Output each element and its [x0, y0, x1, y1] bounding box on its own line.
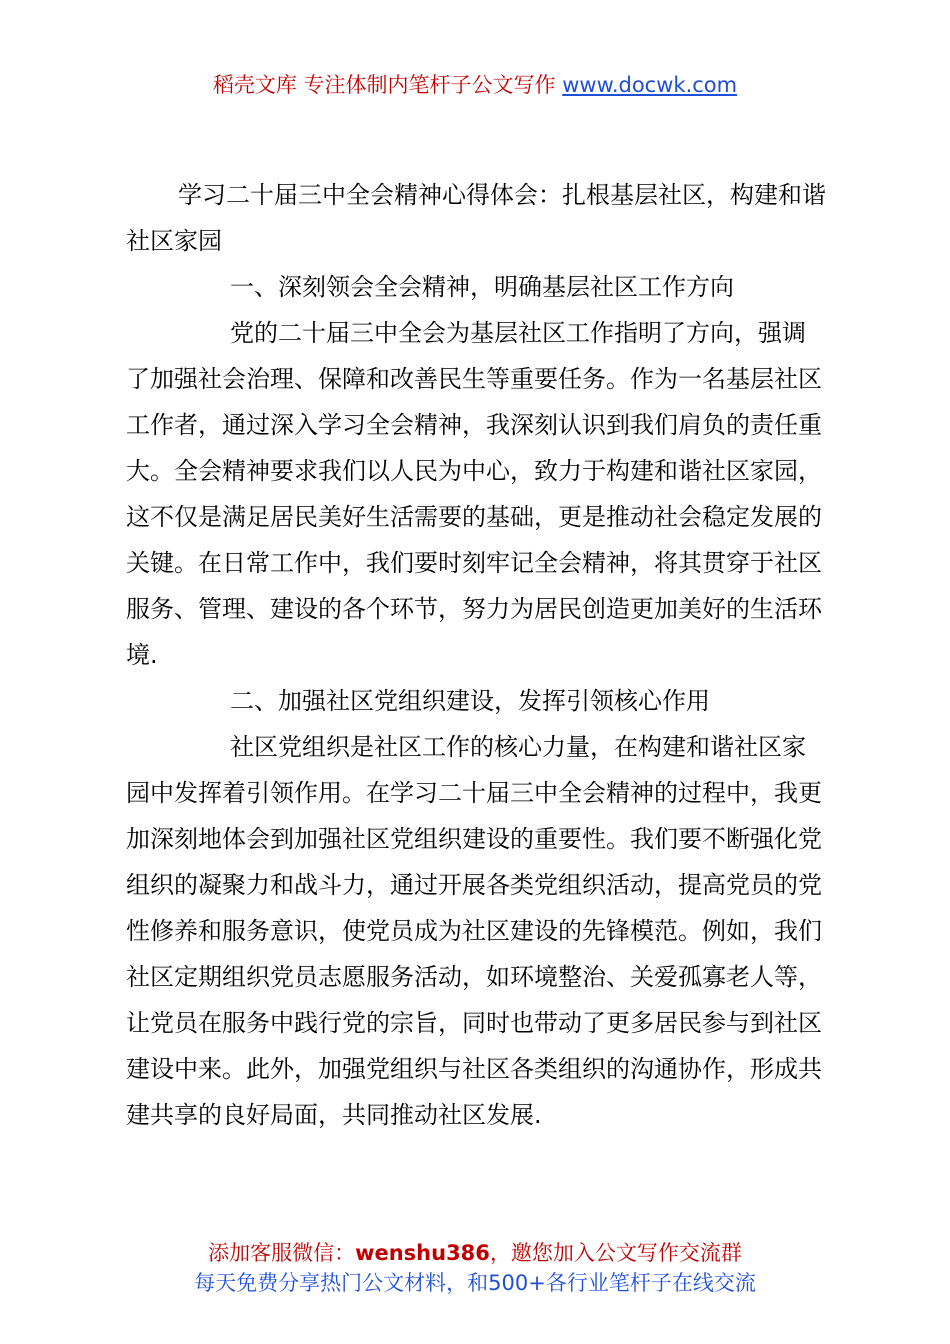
- page-header: [0, 70, 950, 100]
- document-title: 学习二十届三中全会精神心得体会：扎根基层社区，构建和谐社区家园: [126, 181, 826, 255]
- footer-wechat-suffix: ，邀您加入公文写作交流群: [489, 1241, 742, 1265]
- section-paragraph-2: 社区党组织是社区工作的核心力量，在构建和谐社区家园中发挥着引领作用。在学习二十届三中全会精神的过程中，我更加深刻地体会到加强社区党组织建设的重要性。我们要不断强化党组织的凝聚力和战斗力，通过开展各类党组织活动，提高党员的党性修养和服务意识，使党员成为社区建设的先锋模范。例如，我们社区定期组织党员志愿服务活动，如环境整治、关爱孤寡老人等，让党员在服务中践行党的宗旨，同时也带动了更多居民参与到社区建设中来。此外，加强党组织与社区各类组织的沟通协作，形成共建共享的良好局面，共同推动社区发展.: [126, 733, 822, 1129]
- footer-wechat-prefix: 添加客服微信：: [208, 1241, 356, 1265]
- footer-line-wechat: [0, 1238, 950, 1268]
- section-heading-2: 二、加强社区党组织建设，发挥引领核心作用: [230, 687, 710, 715]
- footer-wechat-id: wenshu386: [355, 1241, 490, 1265]
- header-slogan: 稻壳文库 专注体制内笔杆子公文写作: [212, 73, 563, 97]
- footer-line-share: 每天免费分享热门公文材料，和500+各行业笔杆子在线交流: [194, 1271, 756, 1295]
- section-paragraph-1: 党的二十届三中全会为基层社区工作指明了方向，强调了加强社会治理、保障和改善民生等重要任务。作为一名基层社区工作者，通过深入学习全会精神，我深刻认识到我们肩负的责任重大。全会精神要求我们以人民为中心，致力于构建和谐社区家园，这不仅是满足居民美好生活需要的基础，更是推动社会稳定发展的关键。在日常工作中，我们要时刻牢记全会精神，将其贯穿于社区服务、管理、建设的各个环节，努力为居民创造更加美好的生活环境.: [126, 319, 822, 669]
- header-website-link[interactable]: www.docwk.com: [562, 73, 738, 97]
- page-footer: [0, 1238, 950, 1298]
- document-body: [126, 172, 826, 1138]
- section-heading-1: 一、深刻领会全会精神，明确基层社区工作方向: [230, 273, 734, 301]
